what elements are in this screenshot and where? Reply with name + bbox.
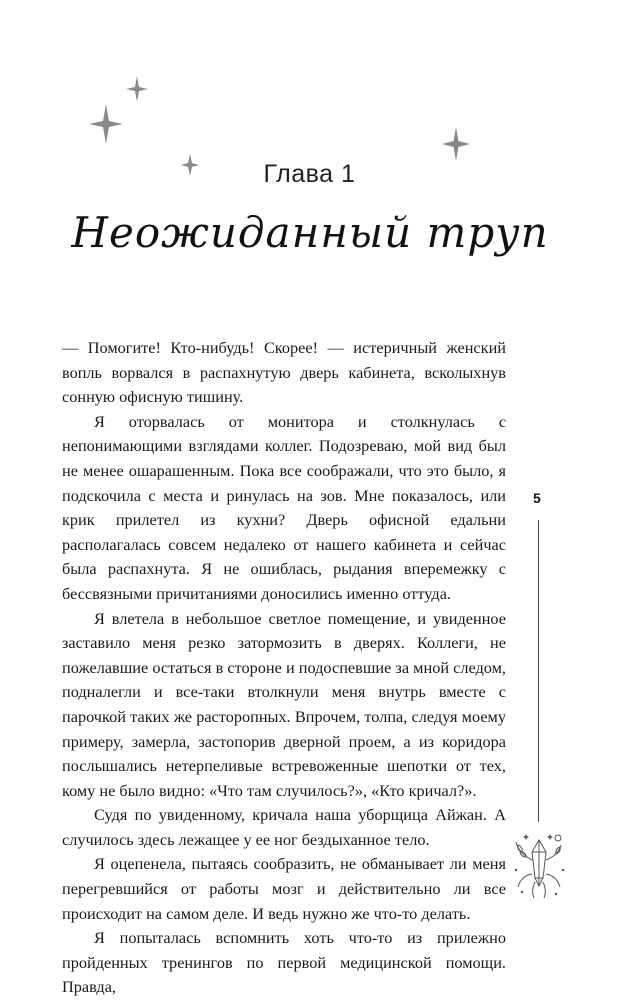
paragraph: — Помогите! Кто-нибудь! Скорее! — истеричный женский вопль ворвался в распахнутую дверь кабинета, всколыхнув сонную офисную тишину. bbox=[62, 338, 506, 407]
paragraph: Я оторвалась от монитора и столкнулась с непонимающими взглядами коллег. Подозреваю, мой вид был не менее ошарашенным. Пока все соображали, что это было, я подскочила с места и ринулась на зов. Мне показалось, или крик прилетел из кухни? Дверь офисной едальни располагалась совсем недалеко от нашего кабинета и сейчас была распахнута. Я не ошиблась, рыдания вперемежку с бессвязными причитаниями доносились именно оттуда. bbox=[62, 411, 506, 603]
paragraph: Судя по увиденному, кричала наша уборщица Айжан. А случилось здесь лежащее у ее ног бездыханное тело. bbox=[62, 805, 506, 849]
paragraph: Я попыталась вспомнить хоть что-то из прилежно пройденных тренингов по первой медицинской помощи. Правда, bbox=[62, 928, 506, 997]
page-number: 5 bbox=[533, 490, 541, 506]
sparkle-icon bbox=[126, 76, 148, 102]
paragraph: Я влетела в небольшое светлое помещение, и увиденное заставило меня резко затормозить в дверях. Коллеги, не пожелавшие остаться в стороне и подоспевшие за мной следом, подналегли и все-таки втолкнули меня внутрь вместе с парочкой таких же расторопных. Впрочем, толпа, следуя моему примеру, замерла, застопорив дверной проем, а из коридора послышались нетерпеливые встревоженные шепотки от тех, кому не было видно: «Что там случилось?», «Кто кричал?». bbox=[62, 608, 506, 800]
sparkle-icon bbox=[89, 104, 123, 144]
sparkle-icon bbox=[442, 127, 470, 161]
crystal-botanical-ornament-icon bbox=[510, 830, 568, 900]
chapter-label: Глава 1 bbox=[263, 160, 356, 188]
chapter-body bbox=[62, 336, 506, 1000]
paragraph: Я оцепенела, пытаясь сообразить, не обманывает ли меня перегревшийся от работы мозг и действительно ли все происходит на самом деле. И ведь нужно же что-то делать. bbox=[62, 854, 506, 923]
chapter-title: Неожиданный труп bbox=[71, 208, 549, 257]
margin-rule bbox=[538, 520, 539, 822]
